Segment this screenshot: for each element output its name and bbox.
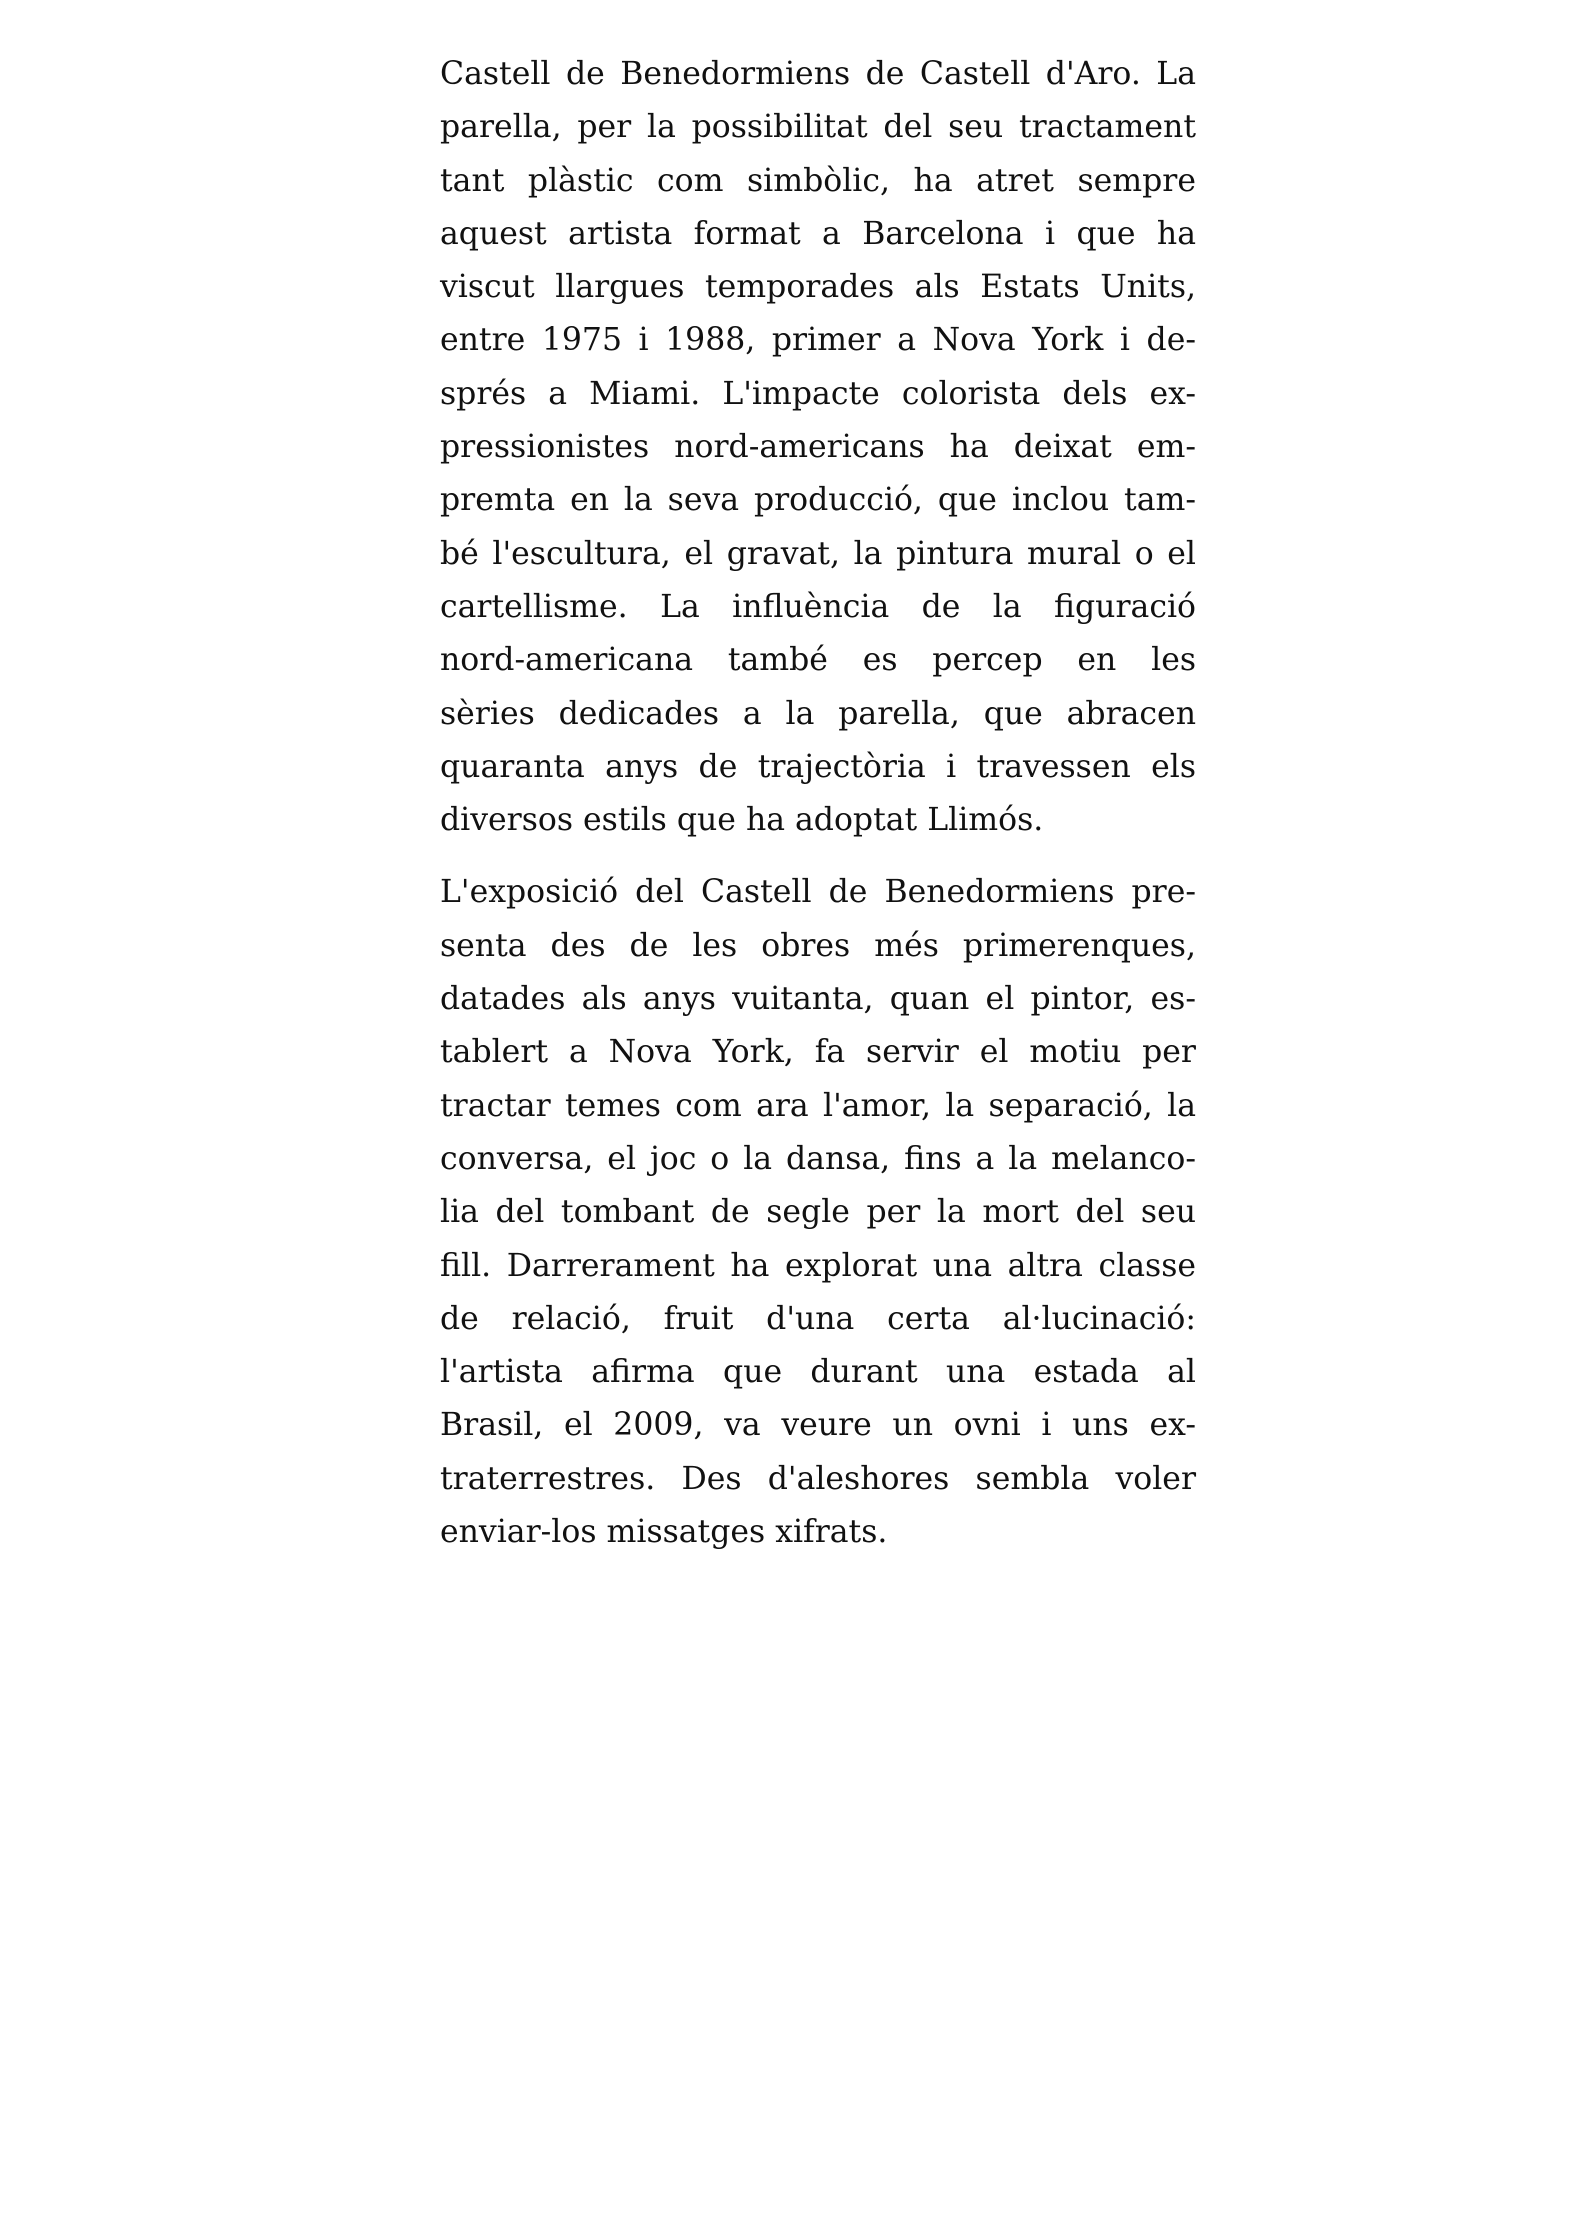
text-line: lia del tombant de segle per la mort del seu — [440, 1194, 1196, 1231]
text-line: fill. Darrerament ha explorat una altra classe — [440, 1247, 1196, 1284]
text-line: tablert a Nova York, fa servir el motiu per — [440, 1034, 1196, 1071]
text-line: cartellisme. La influència de la figuració — [440, 588, 1196, 625]
text-line: enviar-los missatges xifrats. — [440, 1514, 888, 1551]
text-line: L'exposició del Castell de Benedormiens pre- — [440, 874, 1196, 911]
text-line: diversos estils que ha adoptat Llimós. — [440, 802, 1044, 839]
paragraph-1 — [440, 48, 1196, 847]
text-line: bé l'escultura, el gravat, la pintura mural o el — [440, 535, 1196, 572]
text-line: datades als anys vuitanta, quan el pintor, es- — [440, 981, 1196, 1018]
text-line: Brasil, el 2009, va veure un ovni i uns ex- — [440, 1407, 1196, 1444]
text-line: l'artista afirma que durant una estada al — [440, 1354, 1196, 1391]
text-line: sèries dedicades a la parella, que abracen — [440, 695, 1196, 732]
text-line: tractar temes com ara l'amor, la separació, la — [440, 1087, 1196, 1124]
text-line: quaranta anys de trajectòria i travessen els — [440, 748, 1196, 785]
text-line: premta en la seva producció, que inclou tam- — [440, 482, 1196, 519]
paragraph-2 — [440, 866, 1196, 1559]
text-line: traterrestres. Des d'aleshores sembla voler — [440, 1460, 1196, 1497]
text-line: senta des de les obres més primerenques, — [440, 927, 1196, 964]
text-line: tant plàstic com simbòlic, ha atret sempre — [440, 162, 1196, 199]
text-line: conversa, el joc o la dansa, fins a la melanco- — [440, 1140, 1196, 1177]
text-line: aquest artista format a Barcelona i que ha — [440, 215, 1196, 252]
text-line: sprés a Miami. L'impacte colorista dels ex- — [440, 375, 1196, 412]
document-page — [440, 48, 1196, 1559]
text-line: pressionistes nord-americans ha deixat em- — [440, 429, 1196, 466]
text-line: parella, per la possibilitat del seu tractament — [440, 109, 1196, 146]
text-line: de relació, fruit d'una certa al·lucinació: — [440, 1300, 1196, 1337]
text-line: viscut llargues temporades als Estats Units, — [440, 269, 1196, 306]
text-line: Castell de Benedormiens de Castell d'Aro. La — [440, 56, 1196, 92]
text-line: entre 1975 i 1988, primer a Nova York i de- — [440, 322, 1196, 359]
text-line: nord-americana també es percep en les — [440, 642, 1196, 679]
